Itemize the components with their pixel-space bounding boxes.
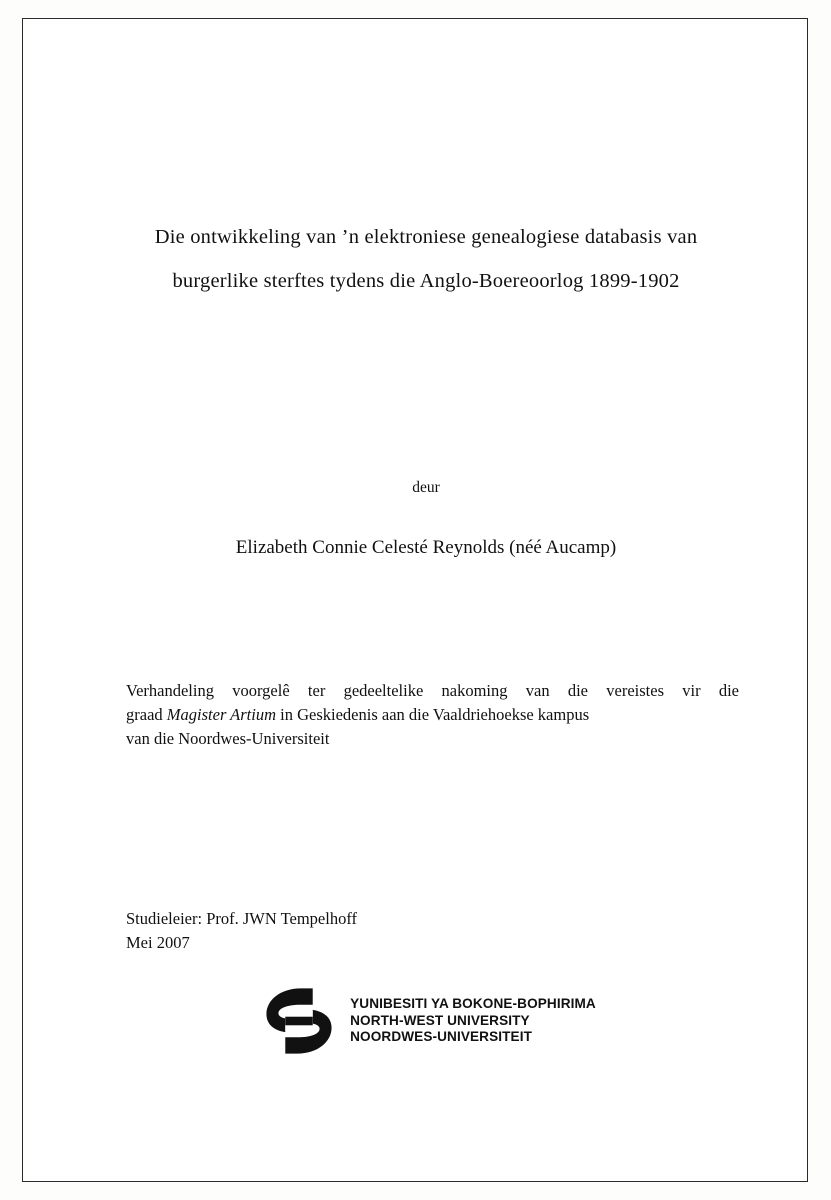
author-name: Elizabeth Connie Celesté Reynolds (néé Aucamp): [235, 537, 617, 558]
logo-line-afrikaans: NOORDWES-UNIVERSITEIT: [350, 1029, 532, 1045]
title-line-1: Die ontwikkeling van ’n elektroniese genealogiese databasis van: [154, 226, 698, 248]
logo-line-english: NORTH-WEST UNIVERSITY: [350, 1012, 530, 1028]
title-page-content: [101, 19, 751, 1181]
page-border: [22, 18, 808, 1182]
nwu-logo-icon: [256, 985, 342, 1057]
supervisor-name: Studieleier: Prof. JWN Tempelhoff: [126, 909, 358, 928]
statement-line-2-pre: graad: [126, 705, 167, 724]
title-line-2: burgerlike sterftes tydens die Anglo-Boereoorlog 1899-1902: [172, 270, 680, 292]
statement-line-2: [126, 703, 739, 727]
statement-line-3: van die Noordwes-Universiteit: [126, 729, 330, 748]
statement-line-2-post: in Geskiedenis aan die Vaaldriehoekse kampus: [276, 705, 590, 724]
submission-date: Mei 2007: [126, 933, 190, 952]
page-title: [101, 215, 751, 303]
degree-name: Magister Artium: [166, 705, 277, 724]
supervisor-block: [126, 907, 726, 955]
university-logo: [101, 985, 751, 1057]
statement-line-1: Verhandeling voorgelê ter gedeeltelike nakoming van die vereistes vir die: [126, 681, 739, 700]
by-label: deur: [412, 479, 440, 496]
logo-line-setswana: YUNIBESITI YA BOKONE-BOPHIRIMA: [350, 996, 596, 1012]
logo-text: [350, 996, 596, 1046]
degree-statement: [126, 679, 739, 751]
